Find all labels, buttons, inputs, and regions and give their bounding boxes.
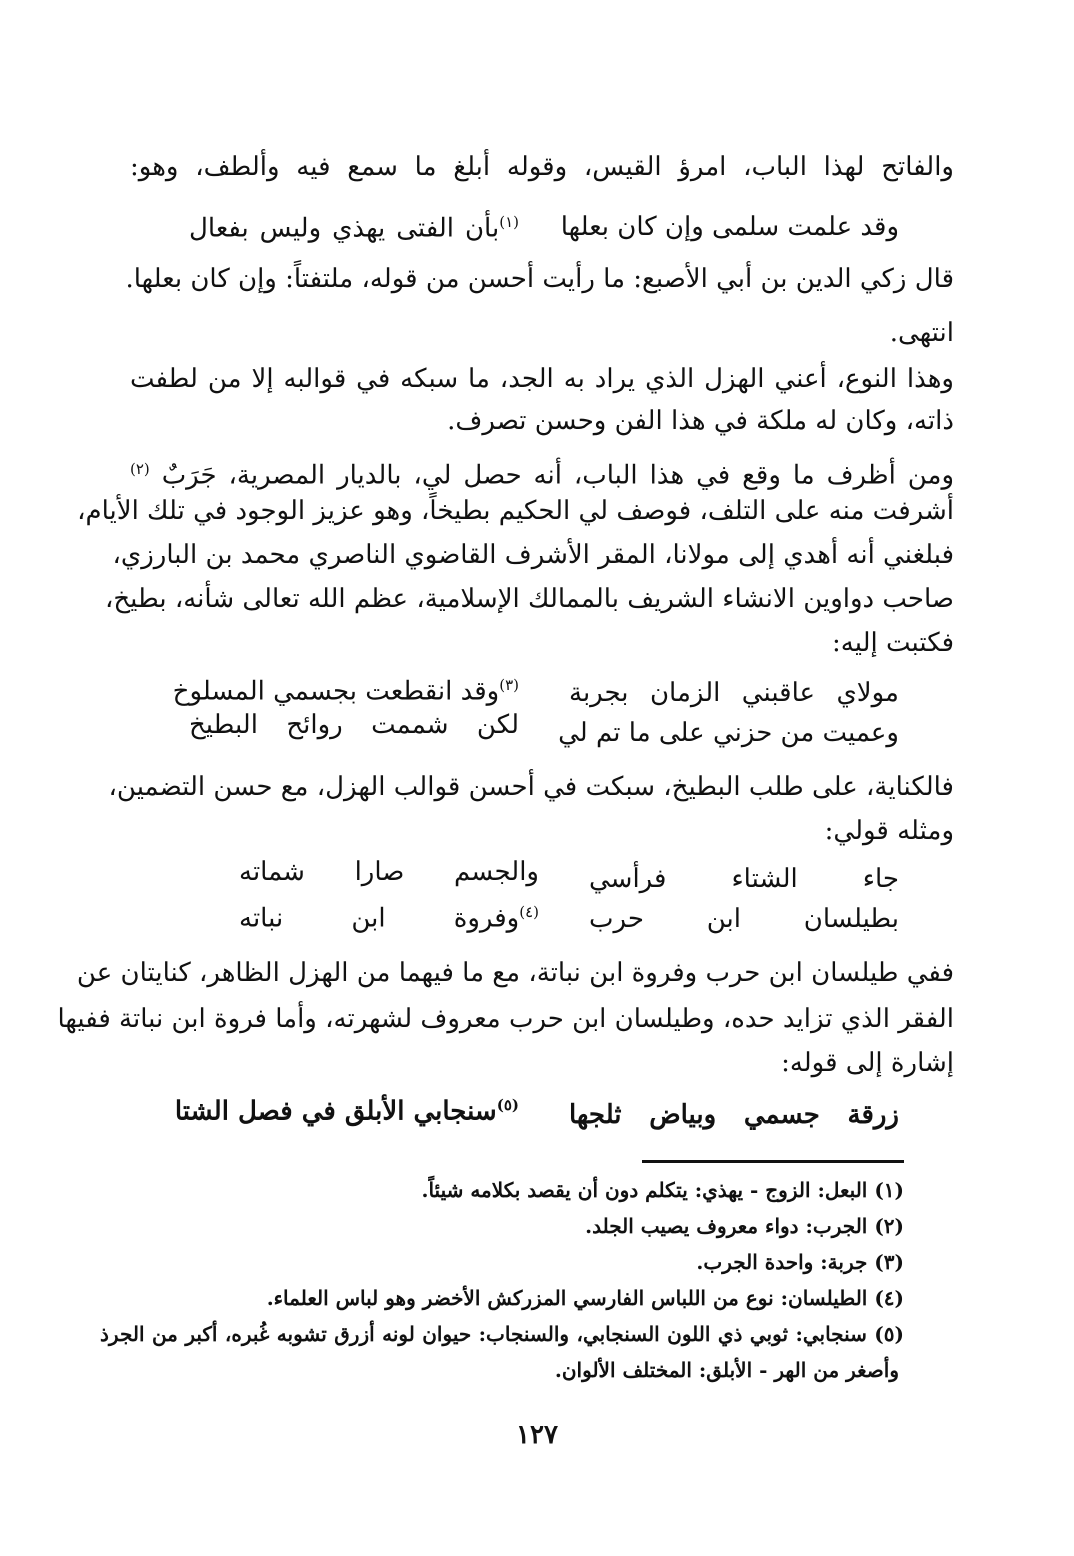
- footnote: (٥) سنجابي: ثوبي ذي اللون السنجابي، والسنجاب: حيوان لونه أزرق تشوبه غُبره، أكبر من الجرذ: [100, 1322, 904, 1346]
- paragraph-line: ففي طيلسان ابن حرب وفروة ابن نباتة، مع ما فيهما من الهزل الظاهر، كنايتان عن: [76, 958, 954, 988]
- paragraph-line: فالكناية، على طلب البطيخ، سبكت في أحسن قوالب الهزل، مع حسن التضمين،: [108, 772, 954, 802]
- verse-hemistich-left: $^{(١)}$بأن الفتى يهذي وليس بفعال: [189, 213, 519, 244]
- verse-hemistich-left: $^{(٥)}$سنجابي الأبلق في فصل الشتا: [174, 1096, 519, 1127]
- verse-hemistich-right: بطيلسان ابن حرب: [589, 904, 899, 934]
- paragraph-line: قال زكي الدين بن أبي الأصبع: ما رأيت أحسن من قوله، ملتفتاً: وإن كان بعلها.: [125, 264, 954, 294]
- paragraph-line: فبلغني أنه أهدي إلى مولانا، المقر الأشرف القاضوي الناصري محمد بن البارزي،: [112, 540, 954, 570]
- footnote-continuation: وأصغر من الهر - الأبلق: المختلف الألوان.: [554, 1358, 899, 1382]
- paragraph-line: ذاته، وكان له ملكة في هذا الفن وحسن تصرف.: [447, 406, 954, 436]
- paragraph-line: والفاتح لهذا الباب، امرؤ القيس، وقوله أبلغ ما سمع فيه وألطف، وهو:: [130, 152, 954, 182]
- paragraph-line: الفقر الذي تزايد حده، وطيلسان ابن حرب معروف لشهرته، وأما فروة ابن نباتة ففيها: [57, 1004, 954, 1034]
- footnote-marker: (٥): [496, 1096, 519, 1114]
- paragraph-line: ومثله قولي:: [824, 816, 954, 846]
- verse-hemistich-right: وعميت من حزني على ما تم لي: [558, 718, 899, 748]
- verse-hemistich-left: لكن شممت روائح البطيخ: [189, 710, 519, 740]
- verse-hemistich-left: $^{(٣)}$وقد انقطعت بجسمي المسلوخ: [172, 676, 519, 707]
- footnote: (٣) جربة: واحدة الجرب.: [696, 1250, 904, 1274]
- paragraph-line: إشارة إلى قوله:: [781, 1048, 954, 1078]
- footnote-marker: (٣): [499, 676, 519, 694]
- footnote-marker: (٢): [130, 460, 150, 478]
- paragraph-line: صاحب دواوين الانشاء الشريف بالممالك الإسلامية، عظم الله تعالى شأنه، بطيخ،: [105, 584, 954, 614]
- verse-hemistich-left: $^{(٤)}$وفروة ابن نباته: [239, 903, 539, 934]
- verse-hemistich-right: زرقة جسمي وبياض ثلجها: [569, 1100, 899, 1130]
- page-number: ١٢٧: [516, 1420, 558, 1450]
- paragraph-line: وهذا النوع، أعني الهزل الذي يراد به الجد، ما سبكه في قوالبه إلا من لطفت: [130, 364, 954, 394]
- footnote-separator: [642, 1160, 904, 1163]
- verse-hemistich-right: مولاي عاقبني الزمان بجربة: [569, 678, 899, 708]
- verse-hemistich-left: والجسم صارا شماته: [239, 857, 539, 887]
- verse-hemistich-right: جاء الشتاء فرأسي: [589, 864, 899, 894]
- verse-hemistich-right: وقد علمت سلمى وإن كان بعلها: [560, 212, 899, 242]
- footnote-marker: (١): [499, 213, 519, 231]
- footnote: (٢) الجرب: دواء معروف يصيب الجلد.: [585, 1214, 904, 1238]
- footnote-marker: (٤): [519, 903, 539, 921]
- paragraph-line: أشرفت منه على التلف، فوصف لي الحكيم بطيخاً، وهو عزيز الوجود في تلك الأيام،: [77, 496, 954, 526]
- paragraph-line: انتهى.: [889, 318, 954, 348]
- paragraph-line: فكتبت إليه:: [832, 628, 954, 658]
- paragraph-line: ومن أظرف ما وقع في هذا الباب، أنه حصل لي، بالديار المصرية، جَرَبٌ $^{(٢)}$: [130, 460, 954, 491]
- footnote: (٤) الطيلسان: نوع من اللباس الفارسي المزركش الأخضر وهو لباس العلماء.: [266, 1286, 904, 1310]
- footnote: (١) البعل: الزوج - يهذي: يتكلم دون أن يقصد بكلامه شيئاً.: [421, 1178, 904, 1202]
